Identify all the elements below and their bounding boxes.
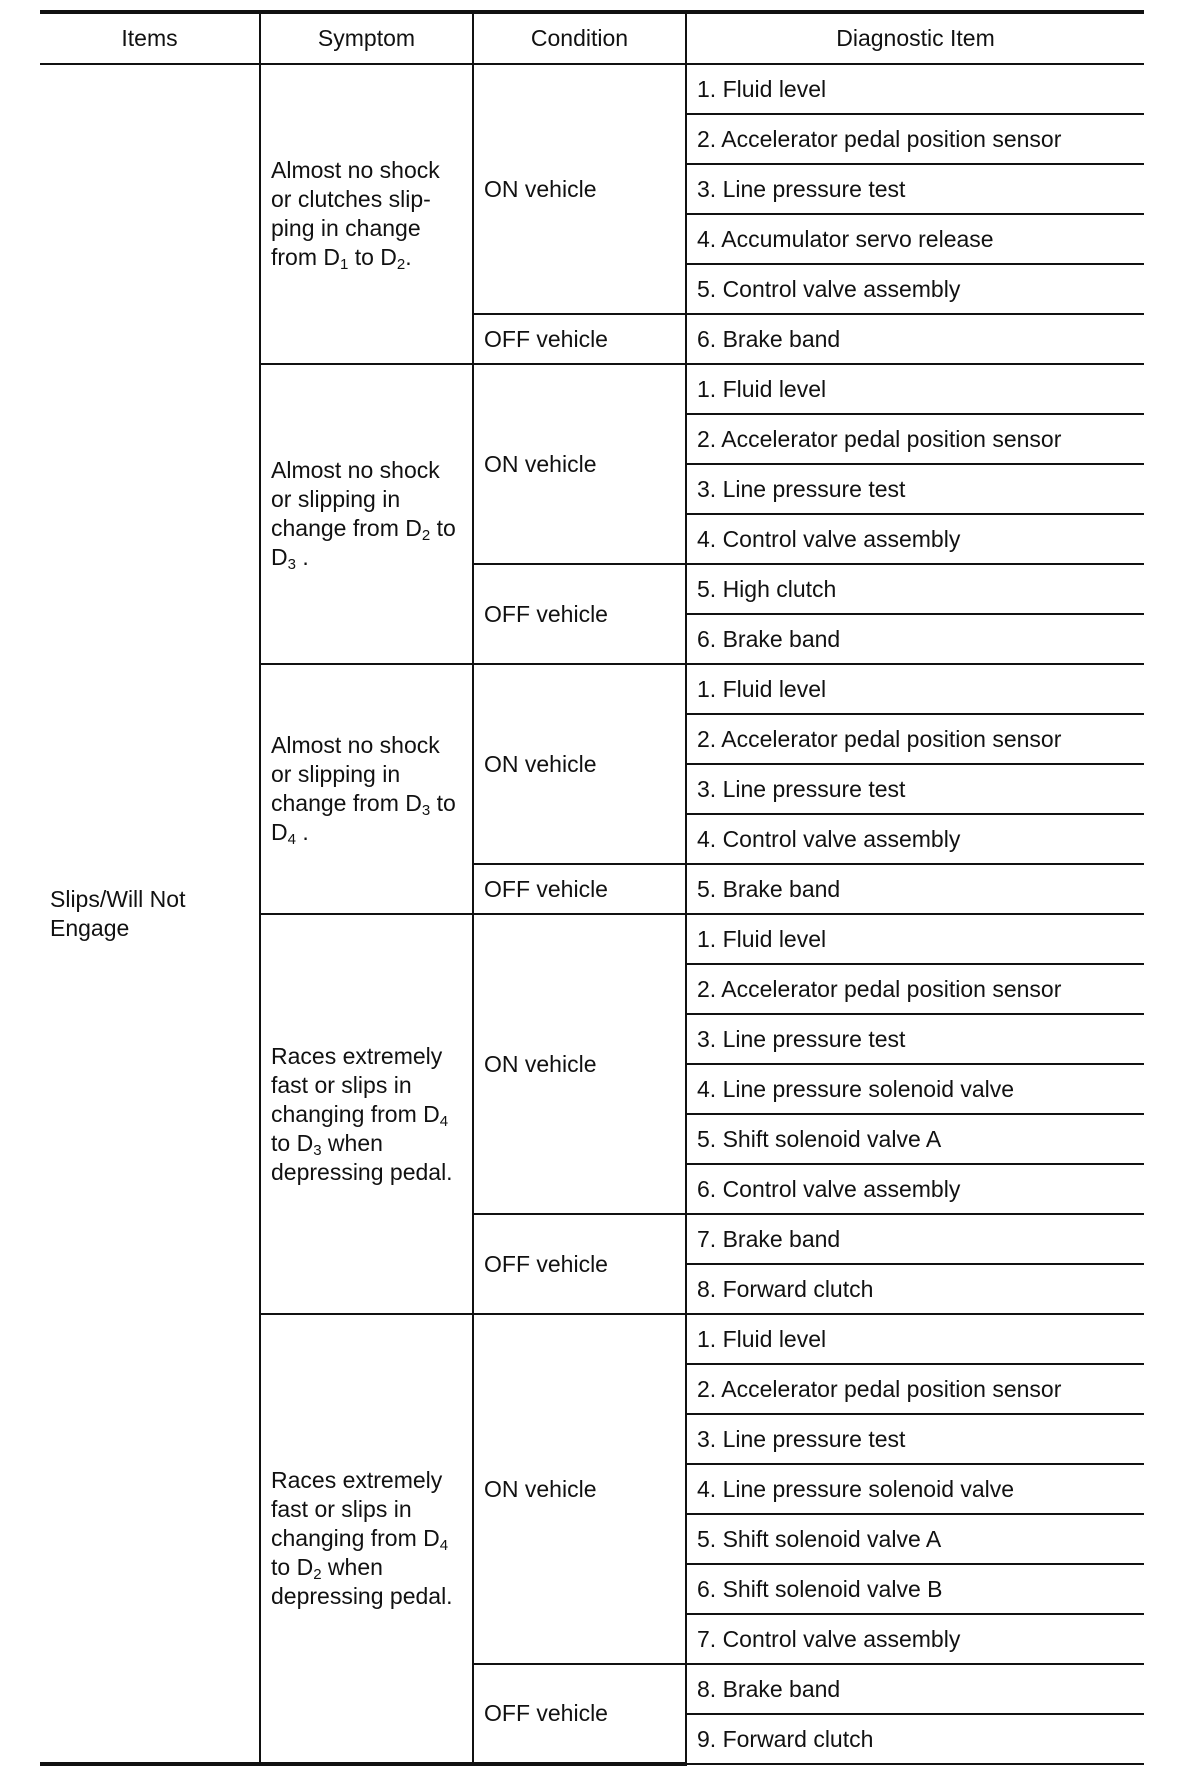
condition-cell: ON vehicle — [473, 1314, 686, 1664]
header-symptom: Symptom — [260, 12, 473, 64]
symptom-cell: Races extremely fast or slips in changing from $D_4$ to $D_3$ when depressing pedal. — [260, 914, 473, 1314]
symptom-cell: Almost no shock or slipping in change from $D_3$ to $D_4$ . — [260, 664, 473, 914]
diagnostic-item-cell: 5. Brake band — [686, 864, 1144, 914]
diagnostic-item-cell: 6. Control valve assembly — [686, 1164, 1144, 1214]
condition-cell: ON vehicle — [473, 664, 686, 864]
diagnostic-item-cell: 7. Control valve assembly — [686, 1614, 1144, 1664]
condition-cell: ON vehicle — [473, 914, 686, 1214]
diagnostic-item-cell: 2. Accelerator pedal position sensor — [686, 414, 1144, 464]
diagnostic-item-cell: 2. Accelerator pedal position sensor — [686, 714, 1144, 764]
symptom-cell: Almost no shock or clutches slip-ping in change from $D_1$ to $D_2$. — [260, 64, 473, 364]
item-cell: Slips/Will Not Engage — [40, 64, 260, 1764]
diagnostic-item-cell: 3. Line pressure test — [686, 764, 1144, 814]
diagnostic-item-cell: 1. Fluid level — [686, 664, 1144, 714]
condition-cell: ON vehicle — [473, 364, 686, 564]
diagnostic-item-cell: 9. Forward clutch — [686, 1714, 1144, 1764]
symptom-cell: Races extremely fast or slips in changing from $D_4$ to $D_2$ when depressing pedal. — [260, 1314, 473, 1764]
diagnostic-item-cell: 6. Brake band — [686, 614, 1144, 664]
diagnostic-item-cell: 4. Line pressure solenoid valve — [686, 1064, 1144, 1114]
diagnostic-item-cell: 8. Forward clutch — [686, 1264, 1144, 1314]
diagnostic-item-cell: 3. Line pressure test — [686, 1014, 1144, 1064]
diagnostic-item-cell: 1. Fluid level — [686, 364, 1144, 414]
diagnostic-table — [40, 10, 1144, 1766]
diagnostic-item-cell: 2. Accelerator pedal position sensor — [686, 964, 1144, 1014]
condition-cell: OFF vehicle — [473, 564, 686, 664]
diagnostic-item-cell: 4. Control valve assembly — [686, 814, 1144, 864]
diagnostic-item-cell: 6. Shift solenoid valve B — [686, 1564, 1144, 1614]
condition-cell: ON vehicle — [473, 64, 686, 314]
header-condition: Condition — [473, 12, 686, 64]
diagnostic-item-cell: 1. Fluid level — [686, 1314, 1144, 1364]
diagnostic-item-cell: 5. Shift solenoid valve A — [686, 1514, 1144, 1564]
diagnostic-item-cell: 2. Accelerator pedal position sensor — [686, 114, 1144, 164]
diagnostic-item-cell: 8. Brake band — [686, 1664, 1144, 1714]
header-items: Items — [40, 12, 260, 64]
diagnostic-item-cell: 2. Accelerator pedal position sensor — [686, 1364, 1144, 1414]
diagnostic-item-cell: 4. Accumulator servo release — [686, 214, 1144, 264]
diagnostic-item-cell: 5. High clutch — [686, 564, 1144, 614]
diagnostic-item-cell: 4. Line pressure solenoid valve — [686, 1464, 1144, 1514]
diagnostic-item-cell: 1. Fluid level — [686, 64, 1144, 114]
diagnostic-item-cell: 7. Brake band — [686, 1214, 1144, 1264]
symptom-cell: Almost no shock or slipping in change from $D_2$ to $D_3$ . — [260, 364, 473, 664]
table-body — [40, 64, 1144, 1764]
header-diagnostic-item: Diagnostic Item — [686, 12, 1144, 64]
diagnostic-item-cell: 3. Line pressure test — [686, 464, 1144, 514]
diagnostic-item-cell: 5. Shift solenoid valve A — [686, 1114, 1144, 1164]
header-row — [40, 12, 1144, 64]
diagnostic-item-cell: 4. Control valve assembly — [686, 514, 1144, 564]
condition-cell: OFF vehicle — [473, 1214, 686, 1314]
diagnostic-item-cell: 5. Control valve assembly — [686, 264, 1144, 314]
diagnostic-item-cell: 3. Line pressure test — [686, 1414, 1144, 1464]
diagnostic-item-cell: 6. Brake band — [686, 314, 1144, 364]
condition-cell: OFF vehicle — [473, 1664, 686, 1764]
diagnostic-item-cell: 1. Fluid level — [686, 914, 1144, 964]
diagnostic-page — [40, 10, 1144, 1766]
diagnostic-item-cell: 3. Line pressure test — [686, 164, 1144, 214]
condition-cell: OFF vehicle — [473, 314, 686, 364]
condition-cell: OFF vehicle — [473, 864, 686, 914]
table-row — [40, 64, 1144, 114]
